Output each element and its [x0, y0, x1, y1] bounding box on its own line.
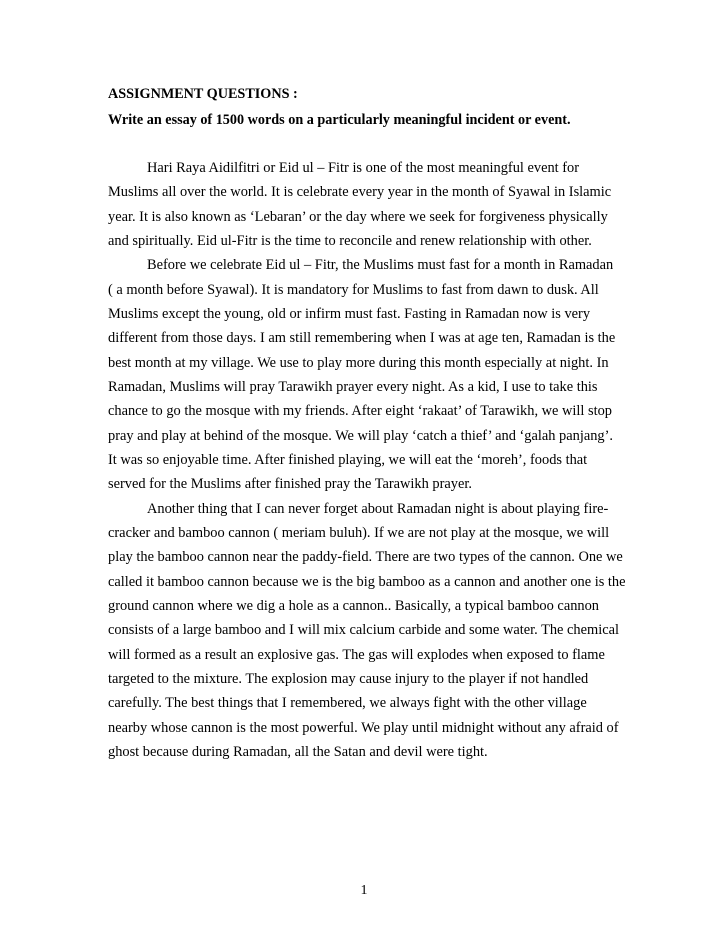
essay-line: Muslims except the young, old or infirm must fast. Fasting in Ramadan now is very [108, 305, 591, 322]
essay-line: targeted to the mixture. The explosion may cause injury to the player if not handled [108, 670, 589, 687]
essay-line: play the bamboo cannon near the paddy-field. There are two types of the cannon. One we [108, 549, 623, 566]
essay-line: nearby whose cannon is the most powerful. We play until midnight without any afraid of [108, 719, 619, 736]
assignment-question: Write an essay of 1500 words on a particularly meaningful incident or event. [108, 112, 571, 128]
essay-line: year. It is also known as ‘Lebaran’ or the day where we seek for forgiveness physically [108, 208, 608, 225]
essay-line: ghost because during Ramadan, all the Satan and devil were tight. [108, 743, 488, 760]
essay-line: chance to go the mosque with my friends. After eight ‘rakaat’ of Tarawikh, we will stop [108, 403, 612, 420]
essay-line: cracker and bamboo cannon ( meriam buluh). If we are not play at the mosque, we will [108, 524, 610, 541]
essay-line: and spiritually. Eid ul-Fitr is the time to reconcile and renew relationship with other. [108, 232, 592, 249]
page-number: 1 [360, 883, 368, 898]
essay-line: Another thing that I can never forget about Ramadan night is about playing fire- [147, 500, 609, 517]
essay-line: called it bamboo cannon because we is the big bamboo as a cannon and another one is the [108, 573, 626, 590]
essay-line: Muslims all over the world. It is celebrate every year in the month of Syawal in Islamic [108, 184, 612, 201]
essay-body [108, 156, 624, 764]
essay-line: ( a month before Syawal). It is mandatory for Muslims to fast from dawn to dusk. All [108, 281, 599, 298]
essay-line: carefully. The best things that I remembered, we always fight with the other village [108, 695, 587, 712]
essay-line: pray and play at behind of the mosque. We will play ‘catch a thief’ and ‘galah panjang’. [108, 427, 613, 444]
essay-line: served for the Muslims after finished pray the Tarawikh prayer. [108, 476, 472, 493]
essay-line: will formed as a result an explosive gas. The gas will explodes when exposed to flame [108, 646, 605, 663]
essay-line: ground cannon where we dig a hole as a cannon.. Basically, a typical bamboo cannon [108, 597, 599, 614]
essay-line: It was so enjoyable time. After finished playing, we will eat the ‘moreh’, foods that [108, 451, 588, 468]
essay-line: consists of a large bamboo and I will mix calcium carbide and some water. The chemical [108, 622, 619, 639]
essay-line: Before we celebrate Eid ul – Fitr, the Muslims must fast for a month in Ramadan [147, 257, 614, 274]
essay-line: Hari Raya Aidilfitri or Eid ul – Fitr is one of the most meaningful event for [147, 160, 580, 176]
essay-line: Ramadan, Muslims will pray Tarawikh prayer every night. As a kid, I use to take this [108, 378, 598, 395]
assignment-heading: ASSIGNMENT QUESTIONS : [108, 86, 298, 102]
essay-line: best month at my village. We use to play more during this month especially at night. In [108, 354, 609, 371]
essay-line: different from those days. I am still remembering when I was at age ten, Ramadan is the [108, 330, 616, 347]
